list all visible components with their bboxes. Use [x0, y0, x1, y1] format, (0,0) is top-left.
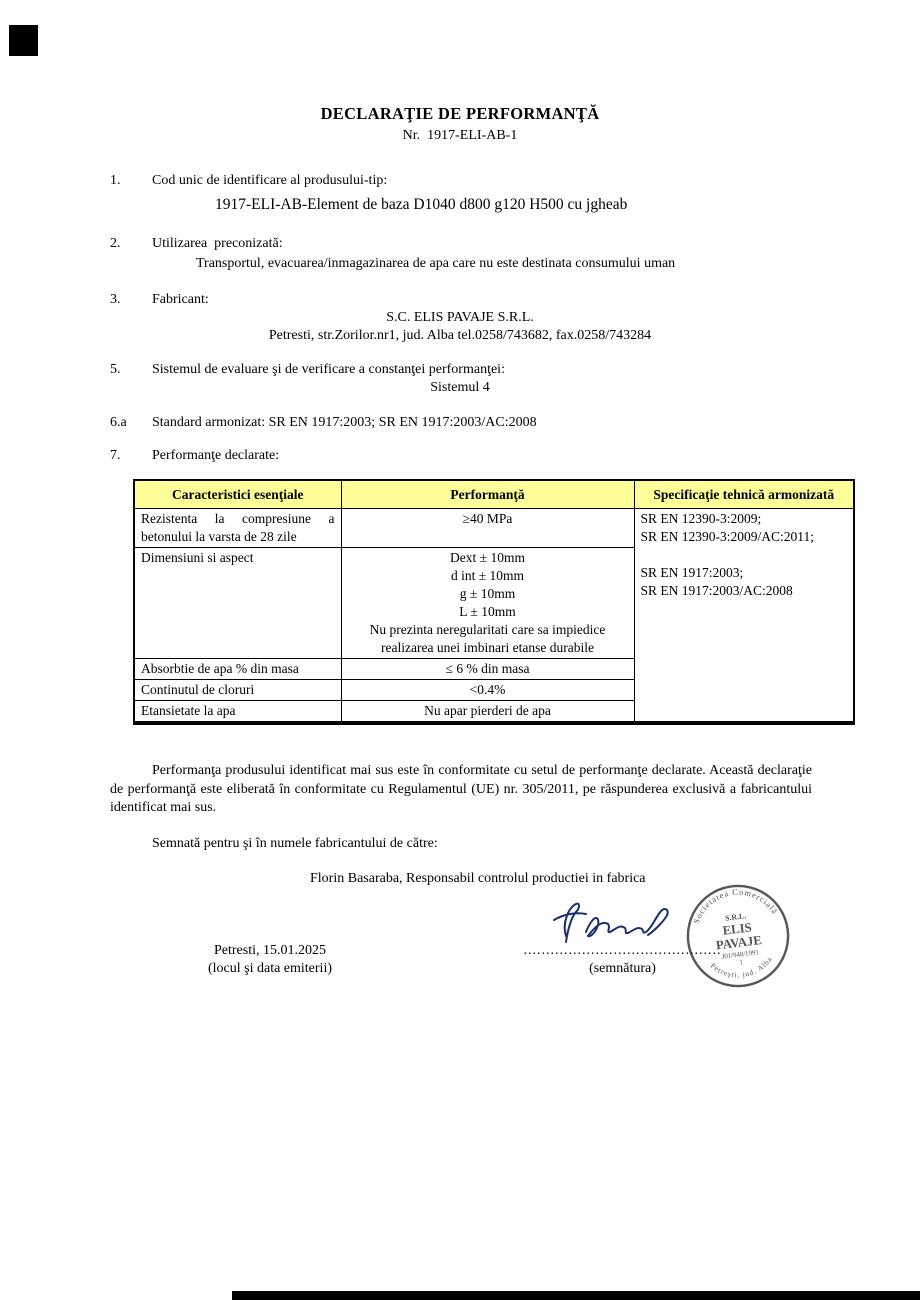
company-stamp: [678, 875, 798, 995]
table-cell-characteristic: Absorbtie de apa % din masa: [134, 659, 341, 680]
stamp-srl: S.R.L.: [724, 910, 747, 923]
performance-line: g ± 10mm: [459, 586, 516, 601]
item-3-number: 3.: [110, 292, 121, 307]
stamp-name-line-2: PAVAJE: [715, 932, 763, 953]
item-7: [110, 447, 810, 465]
spec-line: SR EN 12390-3:2009/AC:2011;: [640, 529, 815, 544]
document-number: Nr. 1917-ELI-AB-1: [402, 128, 518, 143]
place-and-date: [165, 942, 375, 978]
table-header-spec: Specificaţie tehnică armonizată: [634, 480, 854, 509]
item-2-number: 2.: [110, 236, 121, 251]
manufacturer-address: Petresti, str.Zorilor.nr1, jud. Alba tel.0258/743682, fax.0258/743284: [268, 328, 652, 343]
table-cell-performance: [341, 548, 634, 659]
spec-line: SR EN 12390-3:2009;: [640, 511, 762, 526]
stamp-name-line-1: ELIS: [721, 919, 753, 938]
performance-line: Nu prezinta neregularitati care sa impiedice: [369, 622, 606, 637]
table-header-performance: Performanţă: [341, 480, 634, 509]
item-7-number: 7.: [110, 448, 121, 463]
item-5: [110, 361, 810, 397]
stamp-top-arc: Societatea Comercială: [691, 887, 780, 925]
performance-line: L ± 10mm: [459, 604, 516, 619]
place-date-value: Petresti, 15.01.2025: [214, 942, 326, 958]
document-title: DECLARAŢIE DE PERFORMANŢĂ: [320, 104, 600, 123]
item-2-label: Utilizarea preconizată:: [152, 236, 283, 251]
harmonized-standard: Standard armonizat: SR EN 1917:2003; SR EN 1917:2003/AC:2008: [152, 415, 537, 430]
table-cell-characteristic: Etansietate la apa: [134, 701, 341, 724]
table-cell-characteristic: Rezistenta la compresiune a betonului la varsta de 28 zile: [134, 509, 341, 548]
table-cell-performance: <0.4%: [341, 680, 634, 701]
table-cell-characteristic: Continutul de cloruri: [134, 680, 341, 701]
table-header-row: [134, 480, 854, 509]
performance-table: [133, 479, 855, 725]
performance-line: Dext ± 10mm: [450, 550, 525, 565]
performance-line: d int ± 10mm: [450, 568, 525, 583]
place-date-label: (locul şi data emiterii): [207, 960, 332, 976]
product-type-code: 1917-ELI-AB-Element de baza D1040 d800 g120 H500 cu jgheab: [215, 196, 628, 213]
stamp-bottom-arc: Petreşti, jud. Alba: [708, 954, 775, 979]
item-2: [110, 235, 810, 273]
intended-use: Transportul, evacuarea/inmagazinarea de apa care nu este destinata consumului uman: [196, 256, 676, 271]
table-header-characteristics: Caracteristici esenţiale: [134, 480, 341, 509]
item-1: [110, 172, 810, 215]
spec-line: SR EN 1917:2003/AC:2008: [640, 583, 793, 598]
manufacturer-name: S.C. ELIS PAVAJE S.R.L.: [386, 310, 534, 325]
table-row: [134, 509, 854, 548]
item-3: [110, 291, 810, 345]
signature-line: [515, 942, 730, 978]
scan-artifact-top-left: [9, 25, 38, 56]
item-6a: [110, 414, 810, 432]
item-6a-number: 6.a: [110, 415, 127, 430]
item-3-label: Fabricant:: [152, 292, 209, 307]
signature-dotted-line: ............................................: [523, 942, 722, 958]
table-cell-spec: [634, 509, 854, 724]
item-5-label: Sistemul de evaluare şi de verificare a constanţei performanţei:: [152, 362, 505, 377]
table-cell-performance: ≥40 MPa: [341, 509, 634, 548]
spec-line: SR EN 1917:2003;: [640, 565, 744, 580]
table-cell-performance: ≤ 6 % din masa: [341, 659, 634, 680]
stamp-branch: 1: [739, 958, 744, 966]
signed-for-line: Semnată pentru şi în numele fabricantului de către:: [152, 835, 438, 851]
conformity-paragraph: Performanţa produsului identificat mai sus este în conformitate cu setul de performanţe declarate. Această declaraţie de performanţă este eliberată în conformitate cu Regulamentul (UE) nr. 305/2011, pe răspunderea exclusivă a fabricantului identificat mai sus.: [110, 763, 812, 815]
performance-line: realizarea unei imbinari etanse durabile: [381, 640, 594, 655]
avcp-system: Sistemul 4: [430, 380, 490, 395]
item-1-label: Cod unic de identificare al produsului-tip:: [152, 173, 388, 188]
item-7-label: Performanţe declarate:: [152, 448, 280, 463]
item-5-number: 5.: [110, 362, 121, 377]
item-1-number: 1.: [110, 173, 121, 188]
table-cell-performance: Nu apar pierderi de apa: [341, 701, 634, 724]
spec-gap: [641, 546, 848, 564]
signature-label: (semnătura): [589, 960, 656, 976]
signature-block: [110, 870, 810, 1020]
table-cell-characteristic: Dimensiuni si aspect: [134, 548, 341, 659]
scan-artifact-bottom-bar: [232, 1291, 920, 1300]
signer-name: Florin Basaraba, Responsabil controlul productiei in fabrica: [310, 870, 646, 886]
stamp-registration: J01/948/1991: [721, 948, 760, 961]
